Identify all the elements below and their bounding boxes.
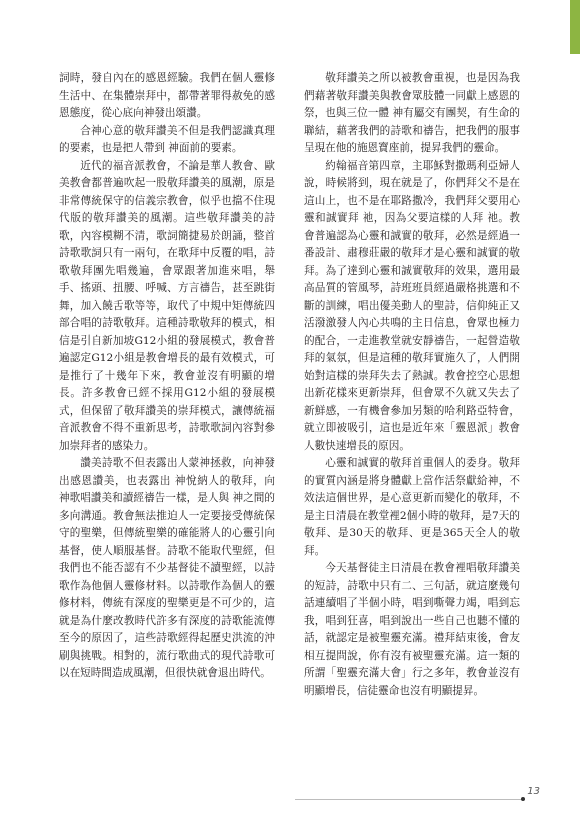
page-number: 13: [527, 786, 540, 797]
paragraph: 約翰福音第四章，主耶穌對撒瑪利亞婦人說，時候將到，現在就是了，你們拜父不是在這山上，也不是在耶路撒冷，我們拜父要用心靈和誠實拜 祂，因為父要這樣的人拜 祂。教會普遍認為心靈和誠實的敬拜，必然是經過一番設計、肅穆莊嚴的敬拜才是心靈和誠實的敬拜。為了達到心靈和誠實敬拜的效果，選用最高品質的管風琴，詩班班員經過嚴格挑選和不斷的訓練，唱出優美動人的聖詩，信仰純正又活潑激發人內心共鳴的主日信息，會眾也極力的配合，一走進教堂就安靜禱告，一起營造敬拜的氣氛，但是這種的敬拜實施久了，人們開始對這樣的崇拜失去了熱誠。教會控空心思想出新花樣來更新崇拜，但會眾不久就又失去了新鮮感，一有機會參加另類的哈利路亞特會，就立即被吸引，這也是近年來「靈恩派」教會人數快速增長的原因。: [304, 159, 520, 452]
page-edge-tab: [570, 0, 580, 54]
right-column: [304, 70, 520, 700]
left-column: [59, 70, 275, 683]
paragraph: 近代的福音派教會，不論是華人教會、歐美教會都普遍吹起一股敬拜讚美的風潮，原是非常傳統保守的信義宗教會，似乎也擋不住現代版的敬拜讚美的風潮。這些敬拜讚美的詩歌，內容模糊不清，歌詞簡捷易於朗誦，整首詩歌歌詞只有一兩句，在歌拜中反覆的唱，詩歌敬拜團先唱幾遍，會眾跟著加進來唱，舉手、搖頭、扭腰、呼喊、方言禱告，甚至跳街舞，加入饒舌歌等等，取代了中規中矩傳統四部合唱的詩歌敬拜。這種詩歌敬拜的模式，相信是引自新加坡G12小組的發展模式，教會普遍認定G12小組是教會增長的最有效模式，可是推行了十幾年下來，教會並沒有明顯的增長。許多教會已經不採用G12小組的發展模式，但保留了敬拜讚美的崇拜模式，讓傳統福音派教會不得不重新思考，詩歌歌詞內容對參加崇拜者的感染力。: [59, 159, 275, 452]
paragraph: 今天基督徒主日清晨在教會裡唱敬拜讚美的短詩，詩歌中只有二、三句話，就這麼幾句話連續唱了半個小時，唱到嘶聲力竭，唱到忘我，唱到狂喜，唱到說出一些自己也聽不懂的話，就認定是被聖靈充滿。禮拜結束後，會友相互提問說，你有沒有被聖靈充滿。這一類的所謂「聖靈充滿大會」行之多年，教會並沒有明顯增長，信徒靈命也沒有明顯提昇。: [304, 562, 520, 697]
paragraph: 合神心意的敬拜讚美不但是我們認識真理的要素，也是把人帶到 神面前的要素。: [59, 124, 275, 154]
footer-dot: [521, 797, 525, 801]
paragraph: 讚美詩歌不但表露出人蒙神拯救，向神發出感恩讚美，也表露出 神悅納人的敬拜，向 神歌唱讚美和讀經禱告一樣，是人與 神之間的多向溝通。教會無法推迫人一定要接受傳統保守的聖樂，但傳統聖樂的確能將人的心靈引向基督，使人順服基督。詩歌不能取代聖經，但我們也不能否認有不少基督徒不讀聖經，以詩歌作為他個人靈修材料。以詩歌作為個人的靈修材料，傳統有深度的聖樂更是不可少的，這就是為什麼改教時代許多有深度的詩歌能流傳至今的原因了，這些詩歌經得起歷史洪流的沖刷與挑戰。相對的，流行歌曲式的現代詩歌可以在短時間造成風潮，但很快就會退出時代。: [59, 457, 275, 679]
footer-rule: [295, 799, 525, 800]
paragraph: 詞時，發自內在的感恩經驗。我們在個人靈修生活中、在集體崇拜中，都帶著罪得赦免的感恩態度，從心底向神發出頌讚。: [59, 72, 275, 119]
paragraph: 心靈和誠實的敬拜首重個人的委身。敬拜的實質內涵是將身體獻上當作活祭獻給神，不效法這個世界，是心意更新而變化的敬拜，不是主日清晨在教堂裡2個小時的敬拜，是7天的敬拜、是30天的敬拜、更是365天全人的敬拜。: [304, 457, 520, 557]
paragraph: 敬拜讚美之所以被教會重視，也是因為我們藉著敬拜讚美與教會眾肢體一同獻上感恩的祭，也與三位一體 神有屬交有團契，有生命的聯結，藉著我們的詩歌和禱告，把我們的服事呈現在他的施恩寶座前，提昇我們的靈命。: [304, 72, 520, 154]
